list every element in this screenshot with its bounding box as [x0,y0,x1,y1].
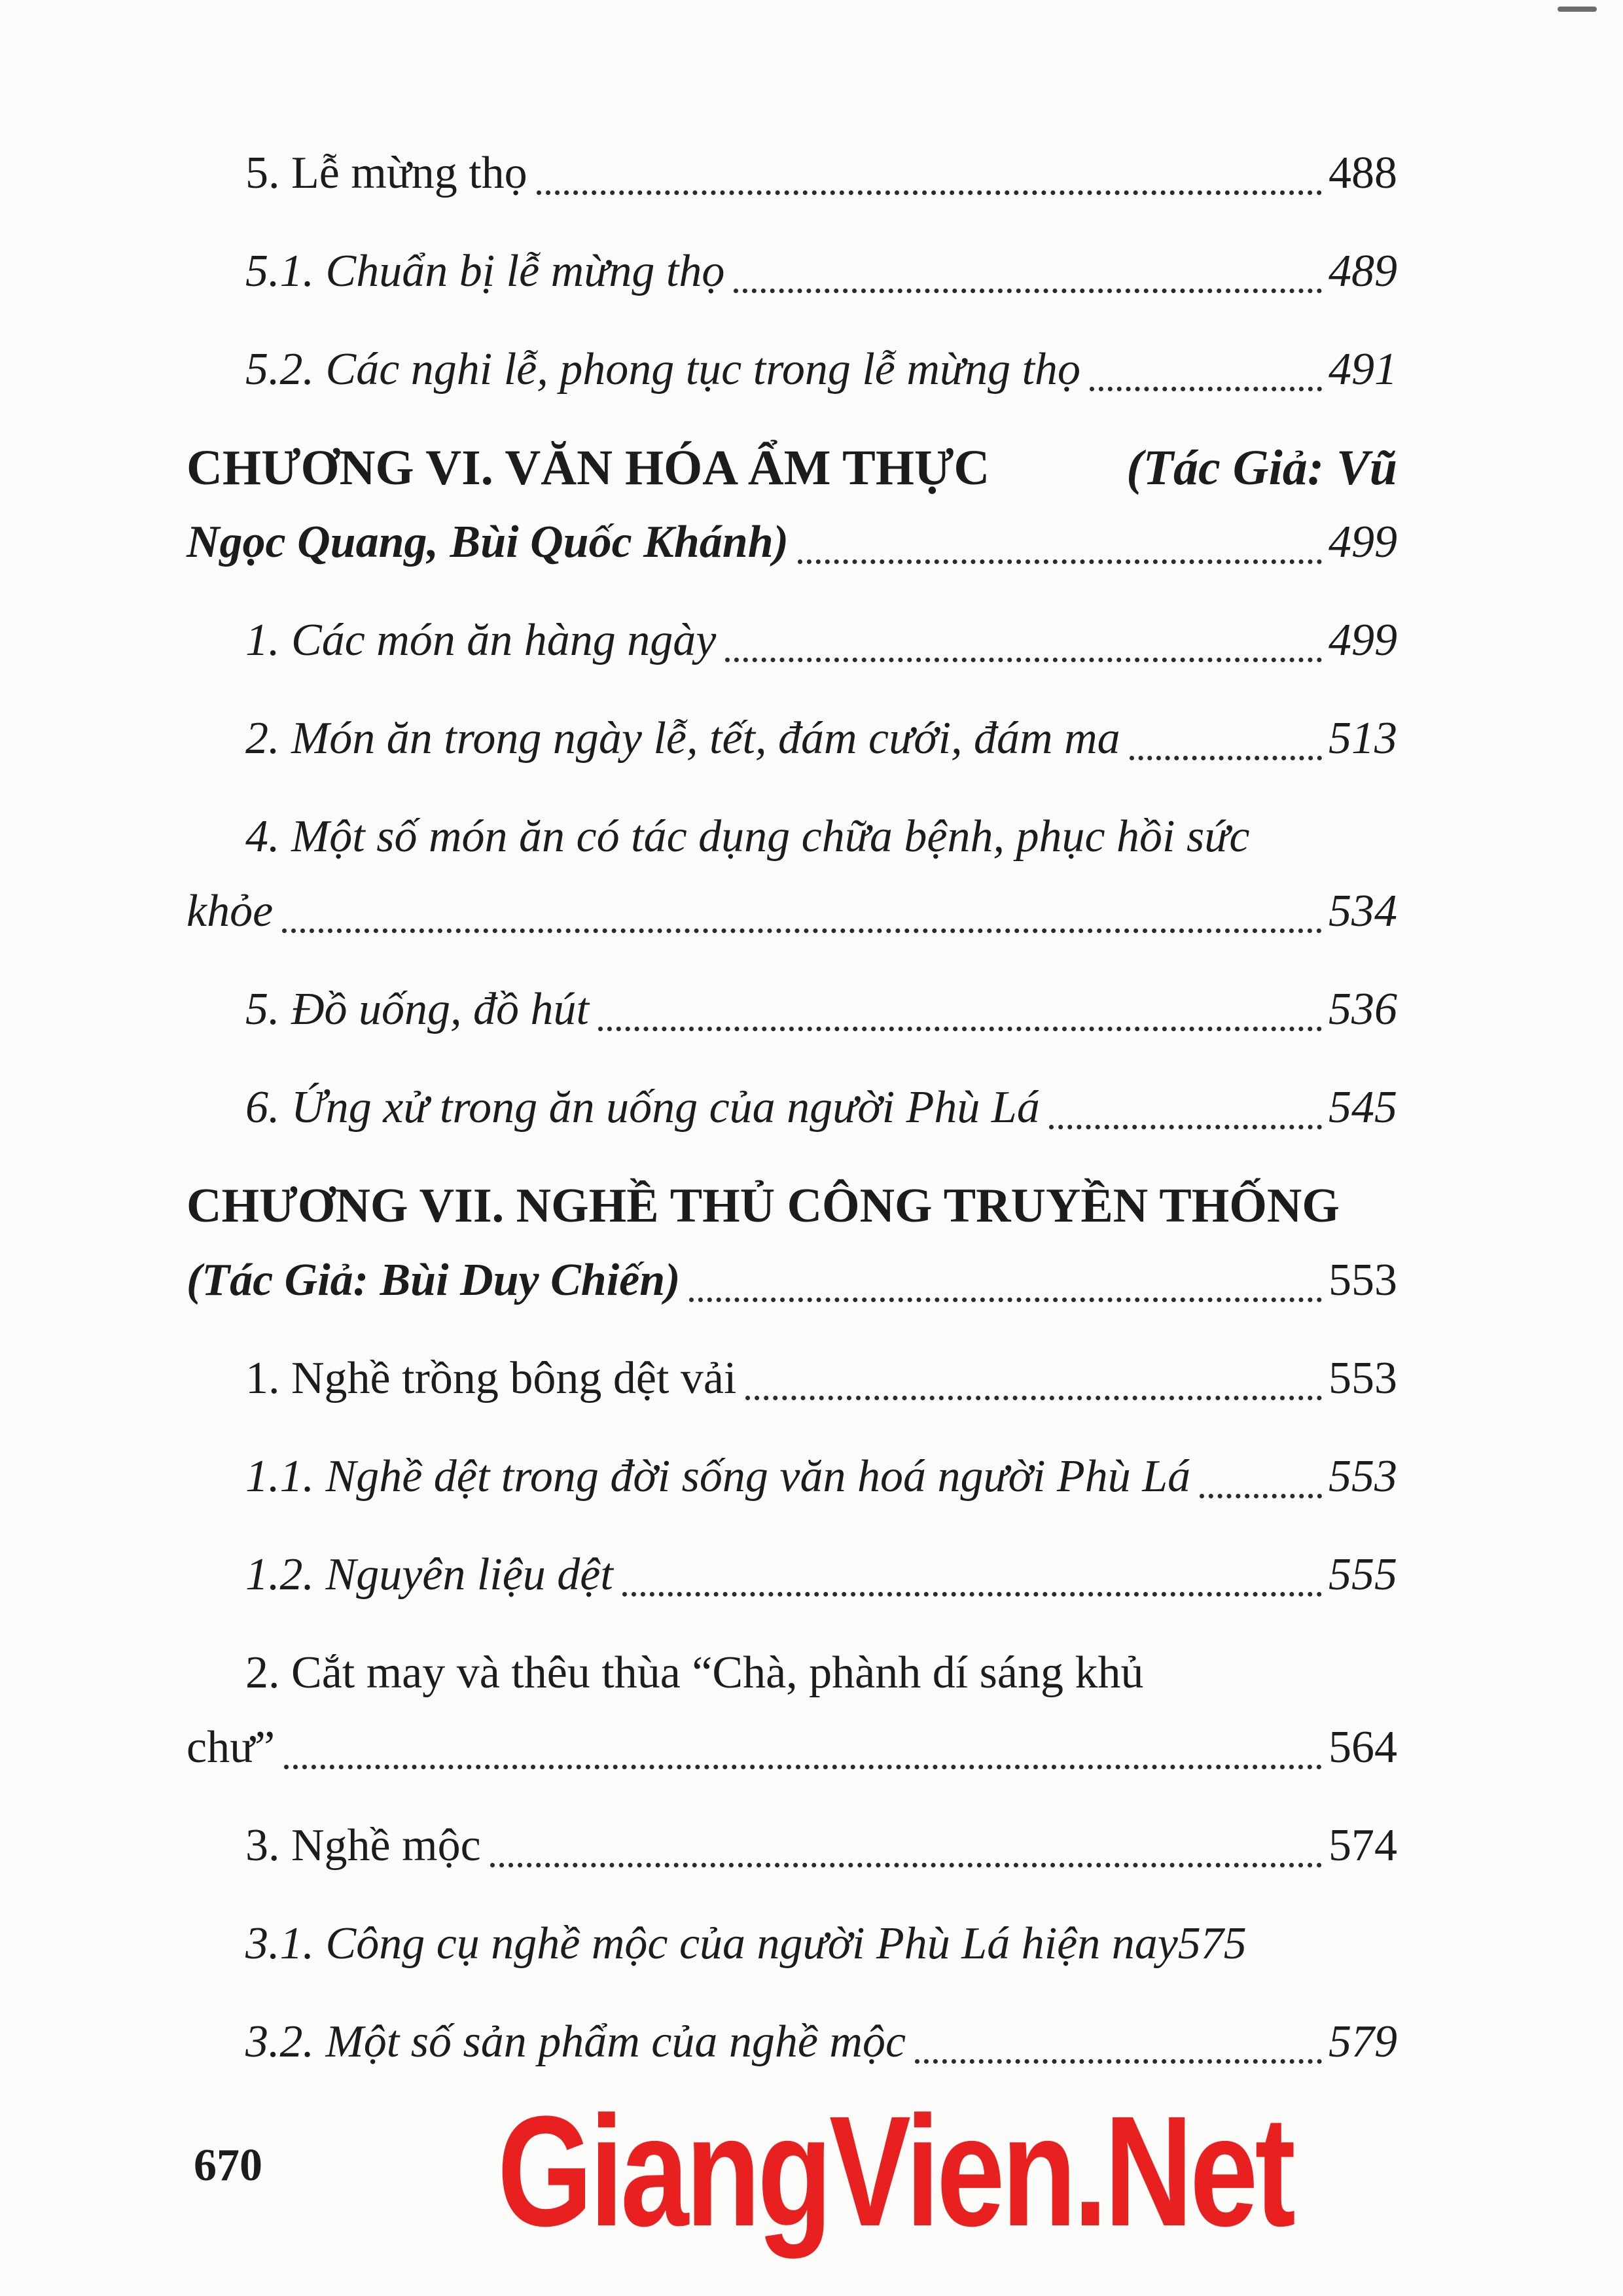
toc-entry-label: 2. Món ăn trong ngày lễ, tết, đám cưới, đám ma [245,713,1120,764]
toc-entry [187,1712,1397,1784]
dot-leader [622,1592,1322,1597]
toc-entry-page: 574 [1329,1820,1397,1871]
toc-entry-page: 513 [1329,713,1397,764]
dot-leader [734,289,1322,293]
toc-entry [187,1908,1397,1980]
toc-entry-page: 536 [1329,984,1397,1034]
toc-entry-page: 491 [1329,344,1397,395]
toc-entry [187,974,1397,1046]
dot-leader [745,1396,1322,1400]
toc-entry-label: 1.2. Nguyên liệu dệt [245,1549,613,1600]
dot-leader [725,658,1322,662]
page-number: 670 [194,2140,262,2191]
table-of-contents [187,137,1397,2104]
toc-entry-label: 5.1. Chuẩn bị lễ mừng thọ [245,246,725,296]
chapter-title: CHƯƠNG VI. VĂN HÓA ẨM THỰC [187,440,990,495]
toc-entry [187,703,1397,775]
toc-entry-page: 499 [1329,615,1397,665]
dot-leader [284,1765,1322,1769]
chapter-author-start: (Tác Giả: Vũ [1126,440,1397,495]
toc-entry-page: 489 [1329,246,1397,296]
toc-entry-label: 1.1. Nghề dệt trong đời sống văn hoá người Phù Lá [245,1451,1191,1502]
dot-leader [490,1863,1322,1867]
toc-entry [187,1441,1397,1513]
toc-entry [187,1810,1397,1882]
dot-leader [1200,1494,1322,1498]
dot-leader [798,559,1322,564]
toc-entry [187,605,1397,677]
toc-entry-label: 5.2. Các nghi lễ, phong tục trong lễ mừng thọ [245,344,1081,395]
toc-entry-page: 575 [1177,1918,1247,1969]
chapter-title: CHƯƠNG VII. NGHỀ THỦ CÔNG TRUYỀN THỐNG [187,1179,1340,1233]
dot-leader [537,190,1322,195]
toc-entry-page: 488 [1329,148,1397,198]
toc-entry-label: chư” [187,1722,276,1773]
toc-entry [187,1343,1397,1415]
toc-entry-page: 564 [1329,1722,1397,1773]
dot-leader [1130,756,1322,760]
watermark-logo: GiangVien.Net [497,2083,1293,2259]
chapter-authors: Ngọc Quang, Bùi Quốc Khánh) [187,517,789,567]
toc-entry [187,1539,1397,1611]
toc-entry-label: 1. Nghề trồng bông dệt vải [245,1353,737,1404]
toc-entry-page: 555 [1329,1549,1397,1600]
toc-entry-page: 579 [1329,2017,1397,2067]
toc-entry [187,334,1397,406]
toc-entry-first-line: 4. Một số món ăn có tác dụng chữa bệnh, phục hồi sức [245,811,1250,862]
toc-entry-label: 3. Nghề mộc [245,1820,481,1871]
toc-entry-label: 3.2. Một số sản phẩm của nghề mộc [245,2017,906,2067]
toc-entry-label: 1. Các món ăn hàng ngày [245,615,717,665]
toc-entry [187,1072,1397,1144]
chapter-authors: (Tác Giả: Bùi Duy Chiến) [187,1255,681,1305]
toc-entry-page: 499 [1329,517,1397,567]
toc-entry [187,2006,1397,2078]
toc-entry-label: 5. Lễ mừng thọ [245,148,527,198]
scan-artifact [1558,7,1597,12]
toc-entry [187,137,1397,209]
dot-leader [1090,387,1322,391]
toc-entry [187,875,1397,947]
dot-leader [598,1027,1322,1031]
toc-entry-page: 534 [1329,886,1397,936]
toc-entry-chapter [187,506,1397,578]
toc-entry-page: 553 [1329,1353,1397,1404]
toc-entry-first-line: 2. Cắt may và thêu thùa “Chà, phành dí sáng khủ [245,1648,1144,1698]
toc-entry-label: 3.1. Công cụ nghề mộc của người Phù Lá hiện nay [245,1918,1178,1969]
toc-entry-label: khỏe [187,886,274,936]
dot-leader [915,2059,1322,2064]
dot-leader [1049,1125,1322,1129]
toc-entry-page: 553 [1329,1255,1397,1305]
toc-entry [187,236,1397,308]
toc-entry-label: 5. Đồ uống, đồ hút [245,984,589,1034]
chapter-heading-line [187,432,1397,504]
dot-leader [689,1298,1322,1302]
dot-leader [282,928,1322,933]
toc-entry-chapter [187,1245,1397,1316]
toc-entry-page: 553 [1329,1451,1397,1502]
toc-entry-page: 545 [1329,1082,1397,1133]
toc-entry-label: 6. Ứng xử trong ăn uống của người Phù Lá [245,1082,1040,1133]
